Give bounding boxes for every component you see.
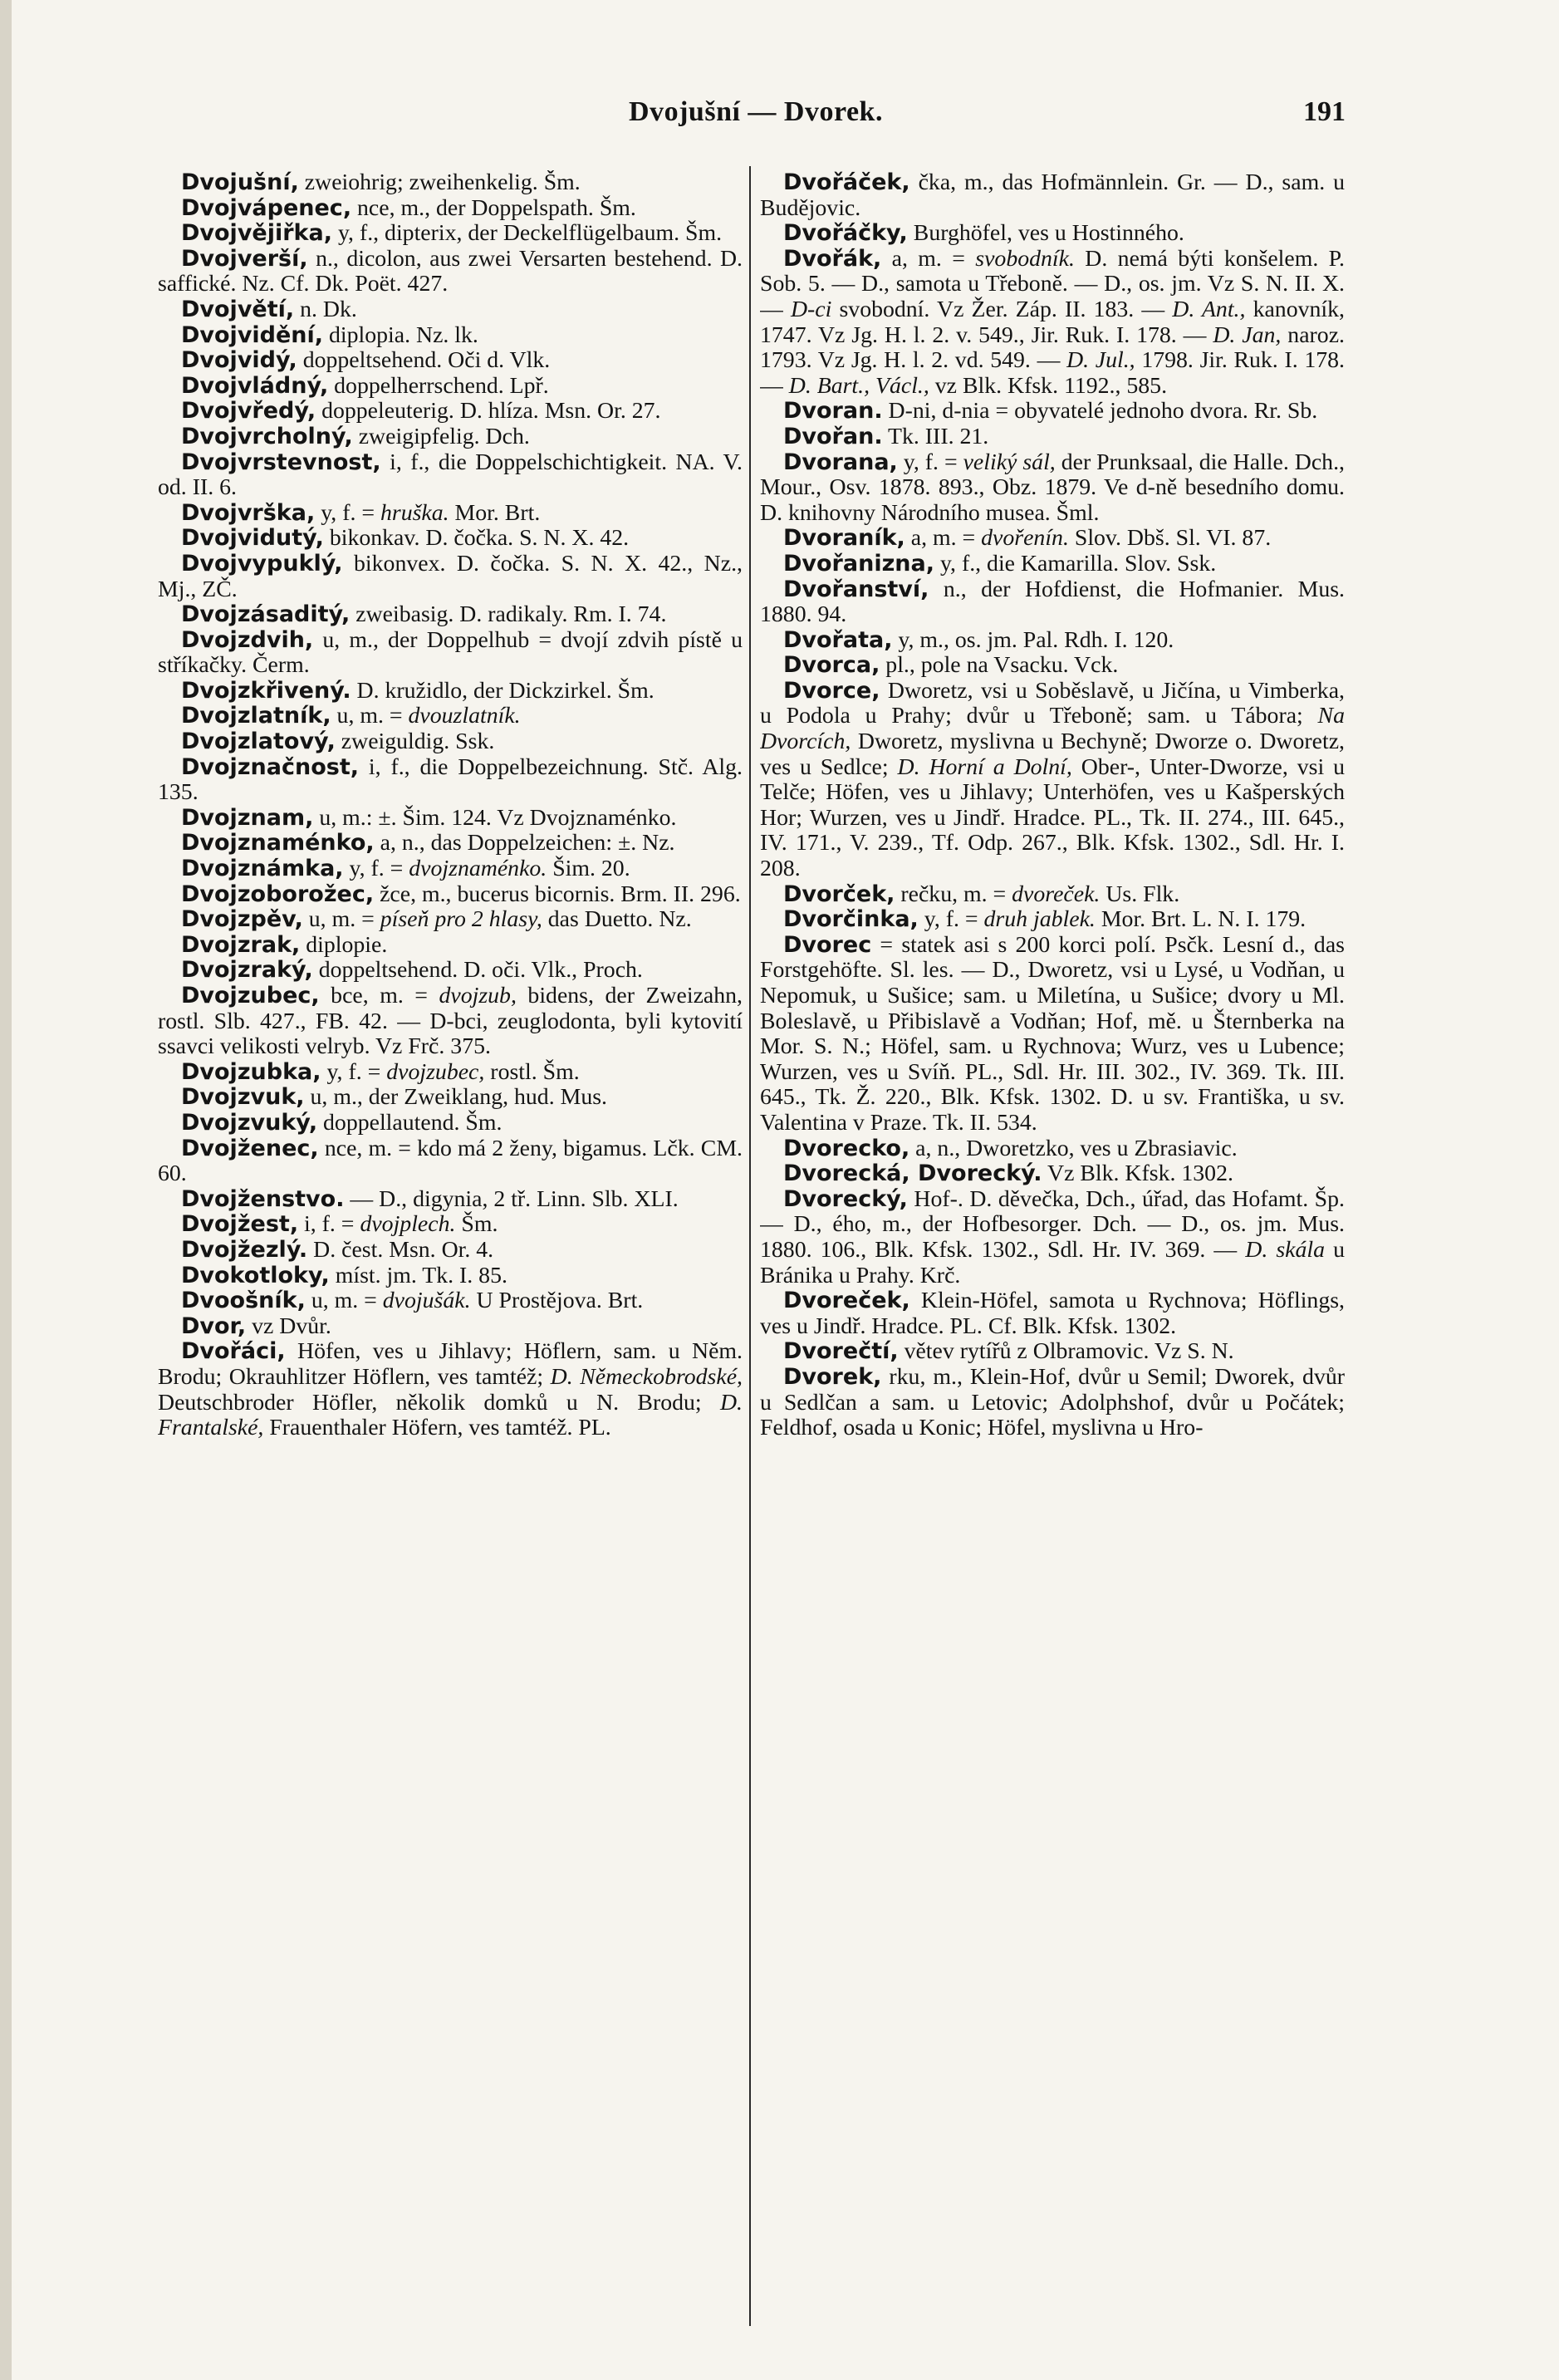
entry-text: větev rytířů z Olbramovic. Vz S. N. xyxy=(898,1338,1234,1365)
entry-headword: Dvojzdvih, xyxy=(181,626,314,653)
entry-headword: Dvojvidění, xyxy=(181,321,324,348)
entry-headword: Dvorček, xyxy=(783,881,895,907)
entry-headword: Dvojvládný, xyxy=(181,372,329,399)
entry-text: y, f. = xyxy=(918,906,984,933)
entry-headword: Dvorecký, xyxy=(783,1185,908,1212)
dictionary-entry xyxy=(760,1136,1345,1162)
entry-text: nce, m. = kdo má 2 ženy, bigamus. Lčk. CM. 60. xyxy=(158,1135,743,1187)
dictionary-entry xyxy=(158,882,743,908)
dictionary-entry xyxy=(760,1288,1345,1339)
entry-headword: Dvoošník, xyxy=(181,1288,306,1314)
dictionary-entry xyxy=(760,221,1345,247)
entry-italic: D-ci xyxy=(790,296,832,322)
entry-text: a, n., Dworetzko, ves u Zbrasiavic. xyxy=(909,1135,1238,1161)
entry-italic: dvojzub, xyxy=(439,983,517,1008)
entry-text: a, m. = xyxy=(905,525,982,552)
entry-headword: Dvokotloky, xyxy=(181,1262,330,1288)
entry-headword: Dvoreček, xyxy=(783,1288,910,1314)
entry-text: a, n., das Doppelzeichen: ±. Nz. xyxy=(374,830,675,856)
entry-text: diplopie. xyxy=(300,931,388,958)
entry-text: míst. jm. Tk. I. 85. xyxy=(329,1262,507,1288)
dictionary-entry xyxy=(760,653,1345,679)
entry-headword: Dvojvějiřka, xyxy=(181,220,332,247)
entry-text: a, m. = xyxy=(881,245,976,272)
dictionary-entry xyxy=(158,170,743,196)
entry-headword: Dvorek, xyxy=(783,1363,882,1390)
entry-italic: D. Ant., xyxy=(1172,296,1246,322)
entry-text: u, m. = xyxy=(331,703,409,729)
dictionary-entry xyxy=(158,907,743,933)
dictionary-entry xyxy=(158,958,743,984)
entry-text: žce, m., bucerus bicornis. Brm. II. 296. xyxy=(374,881,741,907)
entry-text: n., der Hofdienst, die Hofmanier. Mus. 1880. 94. xyxy=(760,576,1345,628)
entry-text: kanovník, 1747. Vz Jg. H. l. 2. v. 549., Jir. Ruk. I. 178. — xyxy=(760,296,1345,348)
entry-headword: Dvořata, xyxy=(783,626,893,653)
dictionary-entry xyxy=(158,602,743,628)
entry-headword: Dvojznaménko, xyxy=(181,830,375,856)
entry-text: Us. Flk. xyxy=(1100,881,1180,907)
entry-headword: Dvořanizna, xyxy=(783,550,934,577)
entry-text: Šim. 20. xyxy=(547,856,630,882)
entry-headword: Dvorecká, Dvorecký. xyxy=(783,1161,1042,1187)
entry-headword: Dvojušní, xyxy=(181,170,299,195)
dictionary-entry xyxy=(158,501,743,527)
dictionary-entry xyxy=(158,297,743,323)
entry-text: Höfen, ves u Jihlavy; Höflern, sam. u Něm. Brodu; Okrauhlitzer Höflern, ves tamtéž; xyxy=(158,1338,743,1390)
entry-italic: D. Bart., Václ., xyxy=(788,372,929,399)
entry-text: u, m. = xyxy=(305,1288,383,1314)
entry-text: naroz. 1793. Vz Jg. H. l. 2. vd. 549. — xyxy=(760,321,1345,374)
entry-text: i, f., die Doppelbezeichnung. Stč. Alg. 135. xyxy=(158,753,743,806)
dictionary-entry xyxy=(158,704,743,729)
entry-italic: dvojznaménko. xyxy=(409,856,547,882)
entry-text: doppeltsehend. Oči d. Vlk. xyxy=(297,347,551,374)
entry-text: der Prunksaal, die Halle. Dch., Mour., Osv. 1878. 893., Obz. 1879. Ve d-ně besedního domu. D. knihovny Národního musea. Šml. xyxy=(760,449,1345,526)
entry-headword: Dvoran. xyxy=(783,398,883,424)
entry-italic: dvořenín. xyxy=(981,525,1069,552)
entry-headword: Dvojvrška, xyxy=(181,499,316,526)
entry-text: y, f. = xyxy=(897,449,963,475)
entry-headword: Dvojzoborožec, xyxy=(181,881,375,907)
entry-text: zweibasig. D. radikaly. Rm. I. 74. xyxy=(350,601,667,628)
entry-text: Frauenthaler Höfern, ves tamtéž. PL. xyxy=(263,1415,611,1441)
dictionary-entry xyxy=(158,1111,743,1136)
entry-text: bce, m. = xyxy=(319,983,439,1008)
entry-text: vz Dvůr. xyxy=(246,1313,331,1339)
entry-headword: Dvorčinka, xyxy=(783,906,919,933)
dictionary-entry xyxy=(158,679,743,704)
entry-headword: Dvojzubec, xyxy=(181,983,320,1008)
dictionary-entry xyxy=(158,1212,743,1238)
left-column xyxy=(158,170,743,2355)
entry-italic: D. Jan, xyxy=(1213,321,1282,348)
dictionary-entry xyxy=(158,348,743,374)
dictionary-entry xyxy=(760,247,1345,400)
entry-text: nce, m., der Doppelspath. Šm. xyxy=(351,194,636,221)
dictionary-entry xyxy=(158,1264,743,1289)
dictionary-entry xyxy=(158,1085,743,1111)
entry-text: bidens, der Zweizahn, rostl. Slb. 427., FB. 42. — D-bci, zeuglodonta, byli kytovití ssavci velikosti velryb. Vz Frč. 375. xyxy=(158,983,743,1060)
entry-text: bikonkav. D. čočka. S. N. X. 42. xyxy=(323,525,630,552)
entry-headword: Dvojznam, xyxy=(181,804,314,831)
dictionary-entry xyxy=(158,450,743,501)
entry-text: doppeltsehend. D. oči. Vlk., Proch. xyxy=(312,957,643,984)
dictionary-entry xyxy=(760,450,1345,527)
dictionary-entry xyxy=(158,399,743,424)
entry-italic: svobodník. xyxy=(975,245,1075,272)
entry-text: diplopia. Nz. lk. xyxy=(323,321,478,348)
entry-text: Slov. Dbš. Sl. VI. 87. xyxy=(1068,525,1272,552)
dictionary-entry xyxy=(158,806,743,832)
entry-headword: Dvojženec, xyxy=(181,1135,319,1161)
entry-text: y, f., dipterix, der Deckelflügelbaum. Šm. xyxy=(332,220,723,247)
dictionary-entry xyxy=(760,577,1345,628)
entry-text: u, m.: ±. Šim. 124. Vz Dvojznaménko. xyxy=(313,804,677,831)
entry-headword: Dvojvrstevnost, xyxy=(181,449,381,475)
entry-headword: Dvojvápenec, xyxy=(181,194,352,221)
entry-text: doppeleuterig. D. hlíza. Msn. Or. 27. xyxy=(316,398,661,424)
entry-headword: Dvojzvuký, xyxy=(181,1109,318,1136)
entry-text: Ober-, Unter-Dworze, vsi u Telče; Höfen, ves u Jihlavy; Unterhöfen, ves u Kašperských Hor; Wurzen, ves u Jindř. Hradce. PL., Tk. II. 274., III. 645., IV. 171., V. 239., Tf. Odp. 267., Blk. Kfsk. 1302., Sdl. Hr. I. 208. xyxy=(760,753,1345,882)
entry-text: y, f. = xyxy=(315,499,380,526)
entry-italic: dvojzubec, xyxy=(386,1058,485,1085)
entry-headword: Dvorana, xyxy=(783,449,898,475)
dictionary-entry xyxy=(760,933,1345,1136)
entry-italic: D. Německobrodské, xyxy=(550,1363,743,1390)
entry-headword: Dvojzrak, xyxy=(181,931,301,958)
entry-headword: Dvor, xyxy=(181,1313,247,1339)
entry-text: u, m., der Zweiklang, hud. Mus. xyxy=(304,1084,607,1111)
entry-text: zweigipfelig. Dch. xyxy=(352,423,530,449)
dictionary-entry xyxy=(760,1161,1345,1187)
entry-headword: Dvorecko, xyxy=(783,1135,910,1161)
dictionary-entry xyxy=(158,247,743,297)
entry-headword: Dvořáci, xyxy=(181,1338,286,1365)
entry-text: rostl. Šm. xyxy=(484,1058,580,1085)
entry-text: Vz Blk. Kfsk. 1302. xyxy=(1042,1161,1233,1187)
entry-italic: dvojplech. xyxy=(360,1211,456,1238)
dictionary-entry xyxy=(158,1136,743,1187)
dictionary-entry xyxy=(158,526,743,552)
entry-italic: D. Frantalské, xyxy=(158,1389,743,1441)
entry-text: čka, m., das Hofmännlein. Gr. — D., sam. u Budějovic. xyxy=(760,170,1345,221)
entry-text: y, f., die Kamarilla. Slov. Ssk. xyxy=(934,550,1217,577)
entry-text: Hof-. D. děvečka, Dch., úřad, das Hofamt. Šp. — D., ého, m., der Hofbesorger. Dch. — D., os. jm. Mus. 1880. 106., Blk. Kfsk. 1302., Sdl. Hr. IV. 369. — xyxy=(760,1185,1345,1263)
entry-italic: dvouzlatník. xyxy=(408,703,521,729)
entry-headword: Dvojzlatový, xyxy=(181,729,336,755)
dictionary-entry xyxy=(760,882,1345,908)
dictionary-entry xyxy=(158,374,743,400)
entry-text: u, m., der Doppelhub = dvojí zdvih pístě u stříkačky. Čerm. xyxy=(158,626,743,679)
entry-headword: Dvořáček, xyxy=(783,170,910,195)
entry-headword: Dvojvidutý, xyxy=(181,525,324,552)
entry-text: — D., digynia, 2 tř. Linn. Slb. XLI. xyxy=(344,1185,679,1212)
dictionary-entry xyxy=(760,170,1345,221)
entry-text: y, f. = xyxy=(321,1058,387,1085)
dictionary-entry xyxy=(760,628,1345,654)
dictionary-entry xyxy=(760,1365,1345,1441)
entry-headword: Dvorca, xyxy=(783,652,880,679)
dictionary-entry xyxy=(158,1238,743,1264)
entry-headword: Dvojznámka, xyxy=(181,856,344,882)
entry-headword: Dvojznačnost, xyxy=(181,753,359,780)
entry-text: i, f., die Doppelschichtigkeit. NA. V. od. II. 6. xyxy=(158,449,743,501)
entry-text: Mor. Brt. xyxy=(449,499,541,526)
entry-text: U Prostějova. Brt. xyxy=(470,1288,644,1314)
entry-headword: Dvojvětí, xyxy=(181,296,295,322)
entry-text: 1798. Jir. Ruk. I. 178. — xyxy=(760,347,1345,399)
dictionary-entry xyxy=(760,907,1345,933)
entry-text: D. nemá býti konšelem. P. Sob. 5. — D., samota u Třeboně. — D., os. jm. Vz S. N. II. X. — xyxy=(760,245,1345,322)
dictionary-entry xyxy=(760,526,1345,552)
entry-text: vz Blk. Kfsk. 1192., 585. xyxy=(929,372,1168,399)
entry-headword: Dvojženstvo. xyxy=(181,1185,345,1212)
entry-text: Deutschbroder Höfler, několik domků u N. Brodu; xyxy=(158,1389,720,1416)
entry-headword: Dvoraník, xyxy=(783,525,905,552)
entry-headword: Dvojžezlý. xyxy=(181,1236,308,1263)
entry-text: das Duetto. Nz. xyxy=(542,906,692,933)
running-head: Dvojušní — Dvorek. xyxy=(629,96,883,127)
dictionary-entry xyxy=(158,221,743,247)
dictionary-entry xyxy=(158,831,743,856)
entry-text: i, f. = xyxy=(298,1211,360,1238)
entry-headword: Dvojvrcholný, xyxy=(181,423,353,449)
entry-headword: Dvojzvuk, xyxy=(181,1084,305,1111)
entry-italic: dvoreček. xyxy=(1012,881,1101,907)
entry-italic: Na Dvorcích, xyxy=(760,703,1345,755)
page-number: 191 xyxy=(1303,96,1346,127)
entry-italic: D. Horní a Dolní, xyxy=(897,753,1072,780)
entry-headword: Dvorec xyxy=(783,931,872,958)
entry-italic: dvojušák. xyxy=(382,1288,471,1314)
entry-headword: Dvojzlatník, xyxy=(181,703,331,729)
entry-headword: Dvojžest, xyxy=(181,1211,299,1238)
entry-text: pl., pole na Vsacku. Vck. xyxy=(880,652,1119,679)
dictionary-entry xyxy=(158,196,743,222)
entry-headword: Dvorce, xyxy=(783,677,880,704)
entry-headword: Dvořanství, xyxy=(783,576,929,602)
entry-headword: Dvojzraký, xyxy=(181,957,313,984)
entry-italic: hruška. xyxy=(380,499,449,526)
dictionary-entry xyxy=(158,933,743,959)
entry-text: doppellautend. Šm. xyxy=(317,1109,503,1136)
dictionary-entry xyxy=(760,399,1345,424)
entry-text: y, m., os. jm. Pal. Rdh. I. 120. xyxy=(892,626,1174,653)
entry-text: Mor. Brt. L. N. I. 179. xyxy=(1095,906,1307,933)
dictionary-entry xyxy=(760,679,1345,882)
entry-text: n., dicolon, aus zwei Versarten bestehend. D. saffické. Nz. Cf. Dk. Poët. 427. xyxy=(158,245,743,297)
entry-headword: Dvojzubka, xyxy=(181,1058,321,1085)
entry-headword: Dvojvypuklý, xyxy=(181,550,343,577)
entry-headword: Dvorečtí, xyxy=(783,1338,899,1365)
dictionary-entry xyxy=(158,1339,743,1440)
entry-text: Burghöfel, ves u Hostinného. xyxy=(907,220,1184,247)
entry-text: D-ni, d-nia = obyvatelé jednoho dvora. Rr. Sb. xyxy=(882,398,1318,424)
dictionary-entry xyxy=(760,1187,1345,1288)
entry-text: = statek asi s 200 korci polí. Psčk. Lesní d., das Forstgehöfte. Sl. les. — D., Dworetz, vsi u Lysé, u Vodňan, u Nepomuk, u Sušice; sam. u Miletína, u Sušice; dvory u Ml. Boleslavě, u Přibislavě a Vodňan; Hof, mě. u Šternberka na Mor. S. N.; Höfel, sam. u Rychnova; Wurz, ves u Lubence; Wurzen, ves u Svíň. PL., Sdl. Hr. III. 302., IV. 369. Tk. III. 645., Tk. Ž. 220., Blk. Kfsk. 1302. D. u sv. Františka, u sv. Valentina v Praze. Tk. II. 534. xyxy=(760,931,1345,1136)
entry-italic: veliký sál, xyxy=(963,449,1056,475)
dictionary-entry xyxy=(158,1288,743,1314)
dictionary-entry xyxy=(158,1314,743,1340)
dictionary-entry xyxy=(158,424,743,450)
dictionary-entry xyxy=(760,552,1345,577)
page-edge-shadow xyxy=(0,0,12,2380)
dictionary-entry xyxy=(760,1339,1345,1365)
entry-text: doppelherrschend. Lpř. xyxy=(328,372,549,399)
entry-text: Šm. xyxy=(455,1211,498,1238)
dictionary-entry xyxy=(158,755,743,806)
entry-italic: druh jablek. xyxy=(983,906,1096,933)
entry-headword: Dvojzásaditý, xyxy=(181,601,351,628)
dictionary-entry xyxy=(760,424,1345,450)
entry-text: Dworetz, myslivna u Bechyně; Dworze o. Dworetz, ves u Sedlce; xyxy=(760,729,1345,780)
entry-text: D. čest. Msn. Or. 4. xyxy=(307,1236,494,1263)
entry-text: rku, m., Klein-Hof, dvůr u Semil; Dworek, dvůr u Sedlčan a sam. u Letovic; Adolphshof, dvůr u Počátek; Feldhof, osada u Konic; Höfel, myslivna u Hro- xyxy=(760,1363,1345,1441)
entry-text: Dworetz, vsi u Soběslavě, u Jičína, u Vimberka, u Podola u Prahy; dvůr u Třeboně; sam. u Tábora; xyxy=(760,677,1345,729)
entry-text: zweiohrig; zweihenkelig. Šm. xyxy=(298,170,581,195)
column-divider xyxy=(749,166,751,2326)
entry-text: Klein-Höfel, samota u Rychnova; Höflings, ves u Jindř. Hradce. PL. Cf. Blk. Kfsk. 1302. xyxy=(760,1288,1345,1339)
entry-text: D. kružidlo, der Dickzirkel. Šm. xyxy=(351,677,654,704)
dictionary-entry xyxy=(158,1060,743,1086)
entry-text: Tk. III. 21. xyxy=(882,423,989,449)
dictionary-entry xyxy=(158,856,743,882)
right-column xyxy=(760,170,1345,2355)
entry-text: y, f. = xyxy=(343,856,409,882)
entry-text: n. Dk. xyxy=(294,296,357,322)
entry-headword: Dvojzkřivený. xyxy=(181,677,351,704)
entry-headword: Dvojvředý, xyxy=(181,398,316,424)
entry-headword: Dvojzpěv, xyxy=(181,906,303,933)
entry-headword: Dvojvidý, xyxy=(181,347,297,374)
dictionary-entry xyxy=(158,552,743,602)
entry-headword: Dvořák, xyxy=(783,245,882,272)
dictionary-entry xyxy=(158,628,743,679)
entry-text: rečku, m. = xyxy=(895,881,1012,907)
entry-headword: Dvořan. xyxy=(783,423,883,449)
dictionary-entry xyxy=(158,984,743,1060)
page-header xyxy=(158,90,1354,140)
entry-italic: píseň pro 2 hlasy, xyxy=(380,906,542,933)
entry-italic: D. Jul., xyxy=(1066,347,1135,374)
dictionary-entry xyxy=(158,323,743,349)
entry-text: svobodní. Vz Žer. Záp. II. 183. — xyxy=(831,296,1173,322)
entry-text: bikonvex. D. čočka. S. N. X. 42., Nz., Mj., ZČ. xyxy=(158,550,743,602)
entry-text: u, m. = xyxy=(302,906,380,933)
entry-text: u Bránika u Prahy. Krč. xyxy=(760,1236,1345,1288)
entry-italic: D. skála xyxy=(1245,1236,1326,1263)
dictionary-entry xyxy=(158,1187,743,1213)
entry-headword: Dvořáčky, xyxy=(783,220,908,247)
entry-text: zweiguldig. Ssk. xyxy=(335,729,495,755)
dictionary-entry xyxy=(158,729,743,755)
entry-headword: Dvojverší, xyxy=(181,245,308,272)
